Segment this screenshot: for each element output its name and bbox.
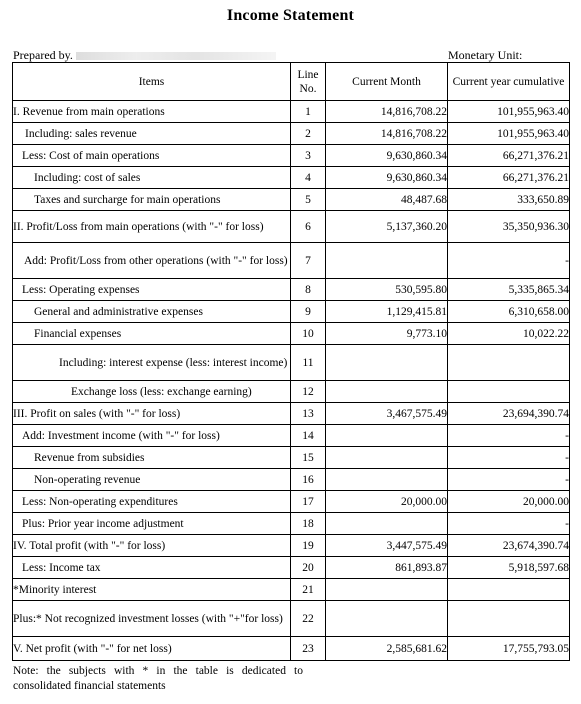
row-line-no: 23 [291,637,326,661]
table-row [13,637,570,661]
row-line-no: 10 [291,323,326,345]
row-item: Add: Investment income (with "-" for loss) [13,425,291,447]
row-item: *Minority interest [13,579,291,601]
row-current-month: 3,467,575.49 [326,403,448,425]
row-cumulative: 23,674,390.74 [448,535,570,557]
row-cumulative: 35,350,936.30 [448,211,570,243]
table-row [13,101,570,123]
row-cumulative: 23,694,390.74 [448,403,570,425]
table-row [13,425,570,447]
table-row [13,211,570,243]
row-current-month [326,381,448,403]
row-item: Exchange loss (less: exchange earning) [13,381,291,403]
row-cumulative: 66,271,376.21 [448,167,570,189]
row-current-month: 9,773.10 [326,323,448,345]
row-cumulative: 333,650.89 [448,189,570,211]
row-line-no: 9 [291,301,326,323]
table-row [13,535,570,557]
table-header-row [13,63,570,101]
row-item: Plus:* Not recognized investment losses (with "+"for loss) [13,601,291,637]
row-cumulative: - [448,447,570,469]
table-row [13,189,570,211]
row-cumulative [448,345,570,381]
row-line-no: 4 [291,167,326,189]
row-cumulative: 5,918,597.68 [448,557,570,579]
row-line-no: 14 [291,425,326,447]
row-item: Non-operating revenue [13,469,291,491]
row-current-month [326,579,448,601]
row-cumulative: 5,335,865.34 [448,279,570,301]
row-item: IV. Total profit (with "-" for loss) [13,535,291,557]
table-row [13,323,570,345]
row-cumulative: 101,955,963.40 [448,123,570,145]
row-item: Taxes and surcharge for main operations [13,189,291,211]
row-current-month [326,447,448,469]
row-cumulative: 66,271,376.21 [448,145,570,167]
row-current-month: 14,816,708.22 [326,123,448,145]
row-current-month: 9,630,860.34 [326,145,448,167]
row-current-month: 3,447,575.49 [326,535,448,557]
row-cumulative [448,579,570,601]
row-line-no: 5 [291,189,326,211]
row-line-no: 18 [291,513,326,535]
row-line-no: 3 [291,145,326,167]
row-item: V. Net profit (with "-" for net loss) [13,637,291,661]
table-row [13,167,570,189]
row-cumulative: 17,755,793.05 [448,637,570,661]
row-current-month: 530,595.80 [326,279,448,301]
row-line-no: 16 [291,469,326,491]
row-line-no: 6 [291,211,326,243]
row-line-no: 15 [291,447,326,469]
monetary-unit-label: Monetary Unit: [448,48,523,62]
row-cumulative: - [448,469,570,491]
table-row [13,579,570,601]
row-current-month: 9,630,860.34 [326,167,448,189]
row-cumulative: 10,022.22 [448,323,570,345]
header-line-no: Line No. [291,63,326,101]
row-item: I. Revenue from main operations [13,101,291,123]
table-row [13,123,570,145]
table-row [13,301,570,323]
header-cumulative: Current year cumulative [448,63,570,101]
row-current-month: 2,585,681.62 [326,637,448,661]
prepared-by-text: Prepared by. [13,48,73,62]
redacted-name [76,52,276,60]
row-current-month: 14,816,708.22 [326,101,448,123]
row-cumulative: - [448,425,570,447]
row-item: Less: Operating expenses [13,279,291,301]
table-row [13,513,570,535]
row-line-no: 1 [291,101,326,123]
row-item: Including: sales revenue [13,123,291,145]
row-item: II. Profit/Loss from main operations (with "-" for loss) [13,211,291,243]
row-current-month [326,469,448,491]
row-item: Financial expenses [13,323,291,345]
row-current-month: 1,129,415.81 [326,301,448,323]
table-row [13,403,570,425]
row-item: III. Profit on sales (with "-" for loss) [13,403,291,425]
table-row [13,381,570,403]
row-line-no: 13 [291,403,326,425]
row-line-no: 11 [291,345,326,381]
row-item: Less: Income tax [13,557,291,579]
table-row [13,279,570,301]
row-line-no: 21 [291,579,326,601]
table-row [13,447,570,469]
row-current-month: 5,137,360.20 [326,211,448,243]
row-current-month [326,345,448,381]
footnote: Note: the subjects with * in the table is dedicated to consolidated financial statements [13,665,303,692]
row-cumulative: - [448,243,570,279]
row-line-no: 19 [291,535,326,557]
row-cumulative: - [448,513,570,535]
row-line-no: 8 [291,279,326,301]
row-cumulative [448,381,570,403]
document-title: Income Statement [226,7,355,24]
table-row [13,557,570,579]
row-item: Including: interest expense (less: interest income) [13,345,291,381]
table-row [13,243,570,279]
row-line-no: 2 [291,123,326,145]
row-line-no: 20 [291,557,326,579]
row-current-month [326,243,448,279]
row-current-month [326,601,448,637]
row-line-no: 22 [291,601,326,637]
row-current-month [326,425,448,447]
row-line-no: 12 [291,381,326,403]
row-line-no: 17 [291,491,326,513]
row-cumulative: 20,000.00 [448,491,570,513]
prepared-by-label [13,48,276,63]
row-item: General and administrative expenses [13,301,291,323]
header-items: Items [13,63,291,101]
row-item: Including: cost of sales [13,167,291,189]
row-item: Add: Profit/Loss from other operations (with "-" for loss) [13,243,291,279]
row-line-no: 7 [291,243,326,279]
table-row [13,601,570,637]
row-current-month: 861,893.87 [326,557,448,579]
row-item: Less: Cost of main operations [13,145,291,167]
row-current-month: 48,487.68 [326,189,448,211]
row-current-month: 20,000.00 [326,491,448,513]
row-current-month [326,513,448,535]
row-cumulative: 6,310,658.00 [448,301,570,323]
table-row [13,491,570,513]
header-current-month: Current Month [326,63,448,101]
row-cumulative [448,601,570,637]
table-row [13,145,570,167]
income-statement-table [12,62,570,661]
table-row [13,469,570,491]
row-item: Revenue from subsidies [13,447,291,469]
table-row [13,345,570,381]
row-item: Plus: Prior year income adjustment [13,513,291,535]
row-cumulative: 101,955,963.40 [448,101,570,123]
row-item: Less: Non-operating expenditures [13,491,291,513]
